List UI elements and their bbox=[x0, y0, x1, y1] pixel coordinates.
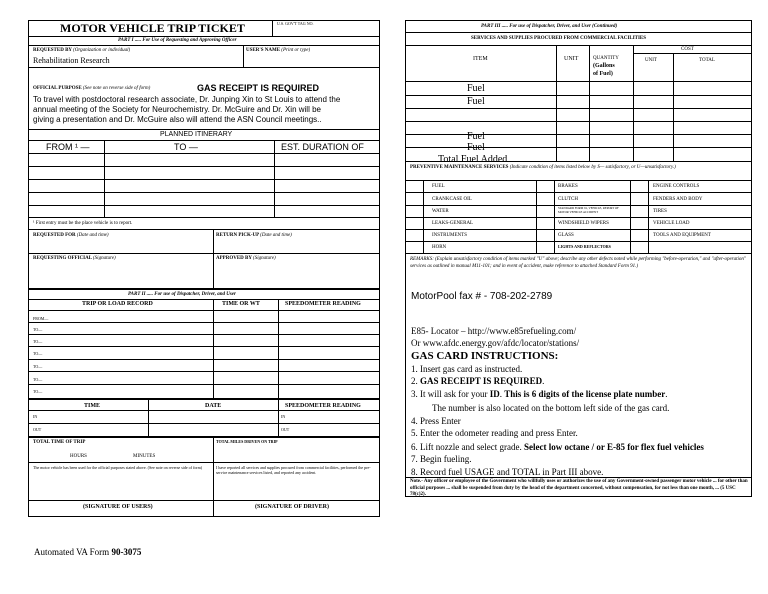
trip-to-row: TO— bbox=[33, 351, 43, 356]
remarks[interactable]: REMARKS: (Explain unsatisfactory condition of items marked "U" above; describe any other defects noted while performing "before-operation," and "after-operation" services as outlined in manual M11-101; and in event of accident, make reference to attached Standard Form 91.) bbox=[410, 257, 747, 269]
pm-sf91-note: STANDARD FORM 91, VEHICLE, REPORT OF MOTOR VEHICLE ACCIDENT bbox=[558, 206, 619, 214]
col-quantity-fuel: of Fuel) bbox=[593, 71, 613, 77]
step-8: 8. Record fuel USAGE and TOTAL in Part III above. bbox=[411, 467, 604, 477]
out-label-speedo: OUT bbox=[281, 427, 290, 432]
signature-users[interactable]: (SIGNATURE OF USERS) bbox=[83, 504, 153, 510]
trip-load-record-header: TRIP OR LOAD RECORD bbox=[82, 301, 153, 307]
step-7: 7. Begin fueling. bbox=[411, 454, 472, 464]
certification-users: The motor vehicle has been used for the official purposes stated above. (See note on reverse side of form) bbox=[33, 465, 203, 470]
step-5: 5. Enter the odometer reading and press Enter. bbox=[411, 428, 578, 438]
requesting-official-label: REQUESTING OFFICIAL (Signature) bbox=[33, 256, 116, 261]
col-unit: UNIT bbox=[564, 56, 579, 62]
pm-fuel: FUEL bbox=[432, 184, 445, 189]
total-time-label: TOTAL TIME OF TRIP bbox=[33, 440, 86, 445]
purpose-line-2[interactable]: annual meeting of the Society for Neurochemistry. Dr. McGuire and Dr. Xin will be bbox=[33, 105, 321, 114]
hours-label: HOURS bbox=[70, 454, 87, 459]
itinerary-duration-header: EST. DURATION OF bbox=[281, 142, 364, 152]
pm-fenders-body: FENDERS AND BODY bbox=[653, 197, 703, 202]
step-3: 3. It will ask for your ID. This is 6 digits of the license plate number. bbox=[411, 389, 668, 399]
pm-brakes: BRAKES bbox=[558, 184, 578, 189]
gas-receipt-required: GAS RECEIPT IS REQUIRED bbox=[197, 83, 320, 93]
date-header: DATE bbox=[205, 403, 222, 409]
purpose-line-3[interactable]: giving a presentation and Dr. McGuire also will attend the ASN Council meetings.. bbox=[33, 115, 322, 124]
form-title: MOTOR VEHICLE TRIP TICKET bbox=[60, 21, 245, 35]
requested-for-label: REQUESTED FOR (Date and time) bbox=[33, 233, 109, 238]
part3-header: PART III ..... For use of Dispatcher, Driver, and User (Continued) bbox=[481, 24, 618, 29]
col-item: ITEM bbox=[473, 56, 488, 62]
step-3-note: The number is also located on the bottom left side of the gas card. bbox=[432, 403, 670, 413]
approved-by-label: APPROVED BY (Signature) bbox=[216, 256, 276, 261]
signature-driver[interactable]: (SIGNATURE OF DRIVER) bbox=[255, 504, 330, 510]
motorpool-fax: MotorPool fax # - 708-202-2789 bbox=[411, 291, 553, 302]
users-name-label: USER'S NAME (Print or type) bbox=[246, 48, 311, 53]
pm-header: PREVENTIVE MAINTENANCE SERVICES (Indicate condition of items listed below by S— satisfactory, or U—unsatisfactory.) bbox=[410, 165, 676, 170]
speedometer-header: SPEEDOMETER READING bbox=[285, 301, 361, 307]
first-entry-note: ¹ First entry must be the place vehicle is to report. bbox=[33, 221, 133, 226]
purpose-line-1[interactable]: To travel with postdoctoral research associate, Dr. Junping Xin to St Louis to attend the bbox=[33, 95, 341, 104]
certification-driver: I have reported all services and supplies procured from commercial facilities, performed the pre-service maintenance services listed, and reported any accident. bbox=[216, 465, 371, 476]
return-pickup-label: RETURN PICK-UP (Date and time) bbox=[216, 233, 292, 238]
trip-to-row: TO— bbox=[33, 339, 43, 344]
step-6: 6. Lift nozzle and select grade. Select low octane / or E-85 for flex fuel vehicles bbox=[411, 442, 704, 452]
time-or-wt-header: TIME OR WT bbox=[222, 301, 260, 307]
trip-to-row: TO— bbox=[33, 377, 43, 382]
pm-tires: TIRES bbox=[653, 209, 667, 214]
fuel-row-3[interactable]: Fuel bbox=[467, 131, 485, 142]
col-cost: COST bbox=[681, 47, 694, 52]
in-label-speedo: IN bbox=[281, 414, 286, 419]
out-label: OUT bbox=[33, 427, 42, 432]
services-header: SERVICES AND SUPPLIES PROCURED FROM COMMERCIAL FACILITIES bbox=[471, 36, 647, 41]
fuel-row-1[interactable]: Fuel bbox=[467, 83, 485, 94]
pm-tools-equipment: TOOLS AND EQUIPMENT bbox=[653, 233, 711, 238]
itinerary-from-header: FROM ¹ — bbox=[46, 142, 90, 152]
in-label: IN bbox=[33, 414, 38, 419]
col-quantity-gallons: (Gallons bbox=[593, 63, 615, 69]
total-fuel-added[interactable]: Total Fuel Added bbox=[438, 154, 508, 165]
total-miles-label: TOTAL MILES DRIVEN ON TRIP bbox=[216, 439, 278, 444]
pm-glass: GLASS bbox=[558, 233, 574, 238]
trip-to-row: TO— bbox=[33, 389, 43, 394]
pm-leaks-general: LEAKS-GENERAL bbox=[432, 221, 474, 226]
part2-header: PART II ..... For use of Dispatcher, Driver, and User bbox=[128, 292, 236, 297]
step-2: 2. GAS RECEIPT IS REQUIRED. bbox=[411, 376, 545, 386]
part1-header: PART I ..... For Use of Requesting and Approving Officer bbox=[118, 38, 237, 43]
col-cost-unit: UNIT bbox=[645, 58, 657, 63]
pm-lights-reflectors: LIGHTS AND REFLECTORS bbox=[558, 244, 611, 249]
col-quantity: QUANTITY bbox=[593, 56, 619, 61]
form-footer: Automated VA Form 90-3075 bbox=[34, 547, 142, 557]
e85-locator-link[interactable]: E85- Locator – http://www.e85refueling.com/ bbox=[411, 326, 577, 336]
pm-water: WATER bbox=[432, 209, 449, 214]
fuel-row-4[interactable]: Fuel bbox=[467, 142, 485, 153]
speedometer-header-2: SPEEDOMETER READING bbox=[285, 403, 361, 409]
step-1: 1. Insert gas card as instructed. bbox=[411, 364, 523, 374]
col-cost-total: TOTAL bbox=[699, 58, 715, 63]
trip-to-row: TO— bbox=[33, 364, 43, 369]
time-header: TIME bbox=[84, 403, 101, 409]
requested-by-value[interactable]: Rehabilitation Research bbox=[33, 56, 110, 65]
gas-card-title: GAS CARD INSTRUCTIONS: bbox=[411, 350, 559, 362]
trip-from-row: FROM— bbox=[33, 316, 49, 321]
requested-by-label: REQUESTED BY (Organization or individual) bbox=[33, 48, 131, 53]
official-purpose-label: OFFICIAL PURPOSE (See note on reverse side of form) bbox=[33, 86, 151, 91]
planned-itinerary: PLANNED ITINERARY bbox=[160, 131, 233, 138]
pm-vehicle-load: VEHICLE LOAD bbox=[653, 221, 690, 226]
pm-horn: HORN bbox=[432, 245, 447, 250]
fuel-row-2[interactable]: Fuel bbox=[467, 96, 485, 107]
pm-windshield-wipers: WINDSHIELD WIPERS bbox=[558, 221, 609, 226]
pm-crankcase-oil: CRANKCASE OIL bbox=[432, 197, 472, 202]
minutes-label: MINUTES bbox=[133, 454, 156, 459]
itinerary-to-header: TO — bbox=[174, 142, 198, 152]
trip-to-row: TO— bbox=[33, 327, 43, 332]
pm-clutch: CLUTCH bbox=[558, 197, 578, 202]
pm-instruments: INSTRUMENTS bbox=[432, 233, 468, 238]
afdc-locator-link[interactable]: Or www.afdc.energy.gov/afdc/locator/stations/ bbox=[411, 338, 580, 348]
step-4: 4. Press Enter bbox=[411, 416, 461, 426]
legal-note: Note.- Any officer or employee of the Government who willfully uses or authorizes the use of any Government-owned passenger motor vehicle ... for other than official purposes ... shall be suspended from duty by the head of the department concerned, without compensation, for not less than one month, ... (5 USC 78(c)2). bbox=[410, 479, 748, 497]
tag-no-label: U.S. GOV'T TAG NO. bbox=[277, 21, 314, 26]
pm-engine-controls: ENGINE CONTROLS bbox=[653, 184, 700, 189]
